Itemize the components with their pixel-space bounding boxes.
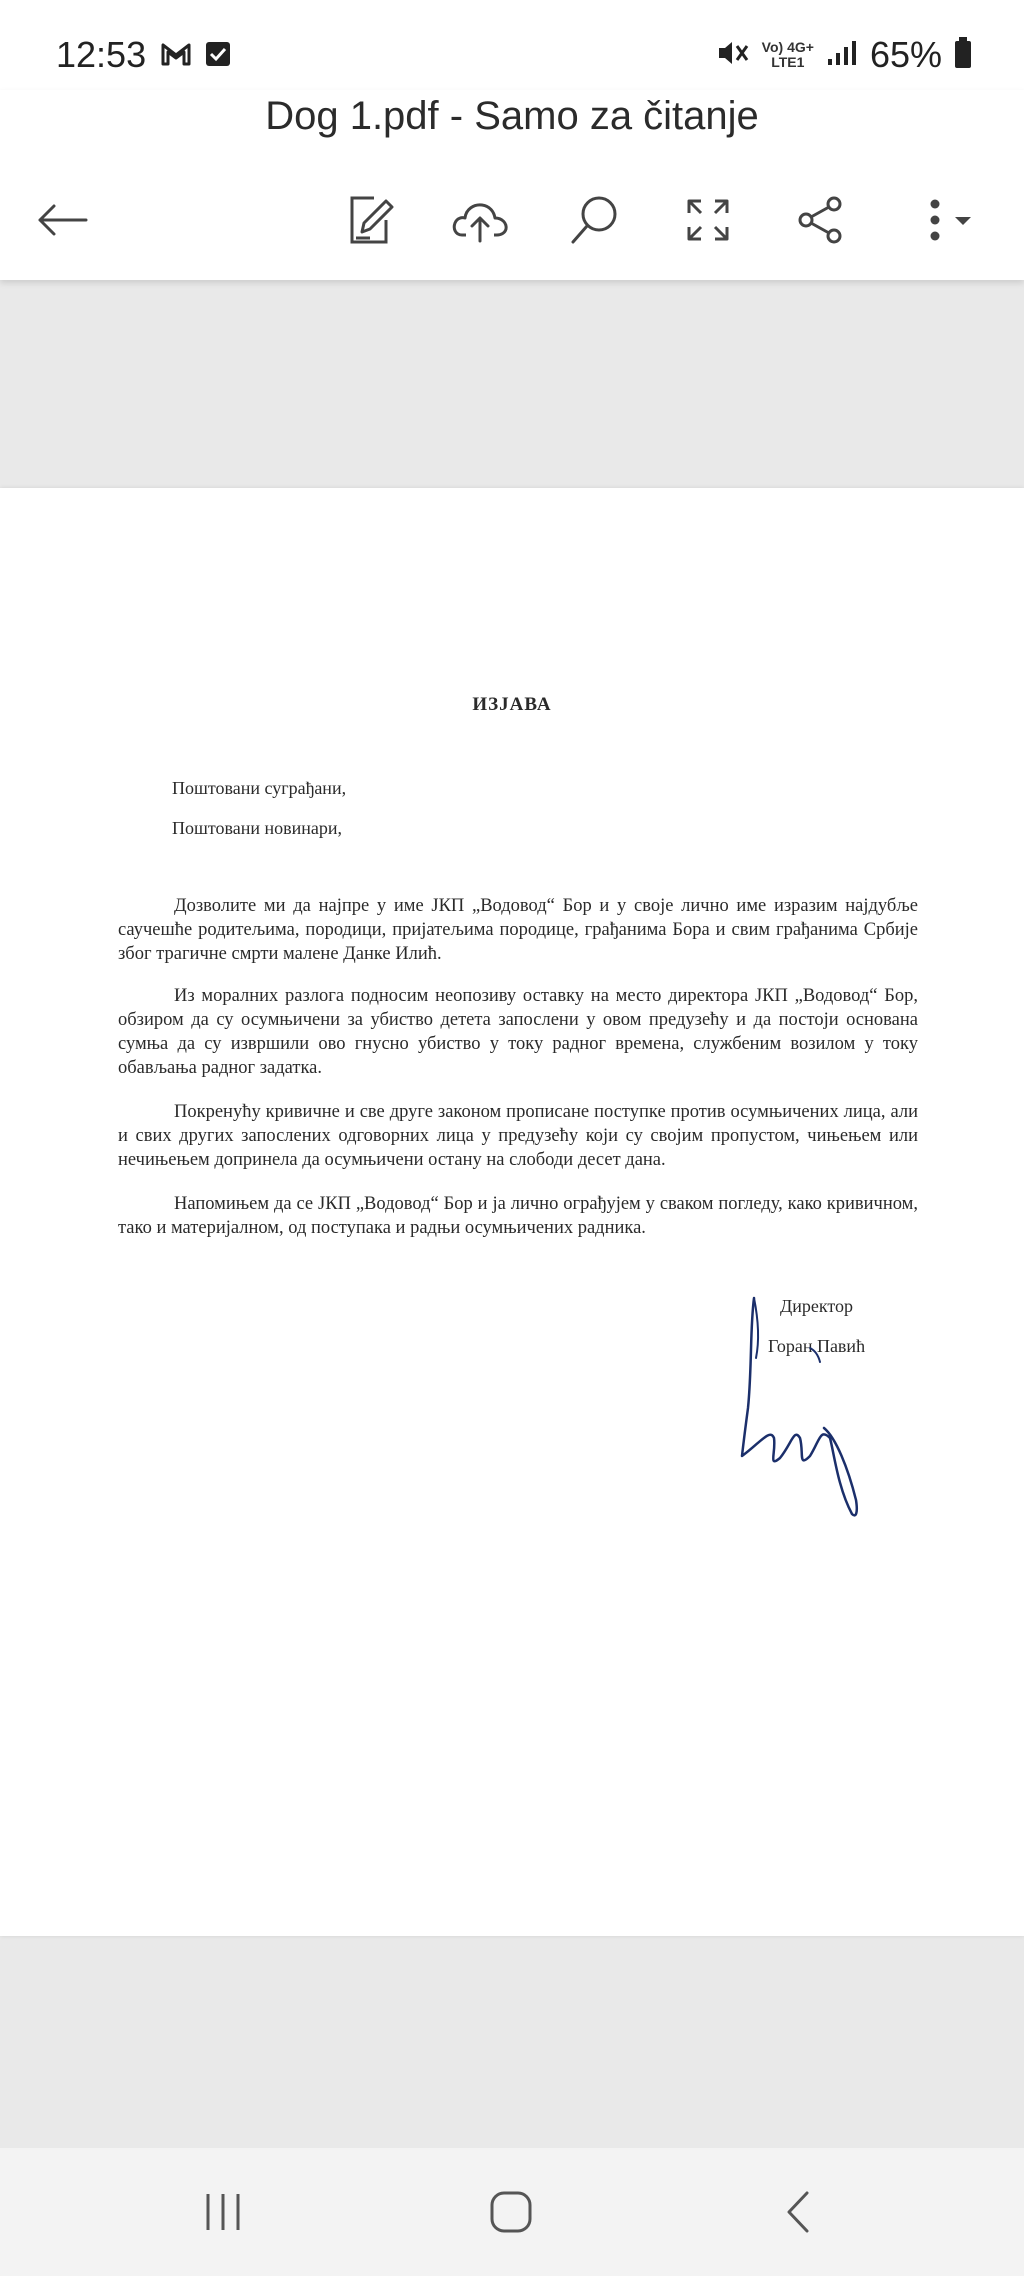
recent-apps-icon [198,2190,248,2234]
paragraph-condolences: Дозволите ми да најпре у име ЈКП „Водовод“ Бор и у своје лично име изразим најдубље саучешће родитељима, породици, пријатељима породице, грађанима Бора и свим грађанима Србије због трагичне смрти малене Данке Илић. [118,896,918,964]
more-options-button[interactable] [900,180,1000,260]
document-title: Dog 1.pdf - Samo za čitanje [265,94,759,138]
nav-back-button[interactable] [754,2172,844,2252]
home-icon [486,2187,536,2237]
salutation-citizens: Поштовани суграђани, [172,778,347,798]
status-time: 12:53 [56,34,147,75]
battery-icon [954,37,972,74]
network-indicator: Vo) 4G+ LTE1 [761,39,814,70]
upload-cloud-button[interactable] [440,180,520,260]
battery-percentage: 65% [869,34,942,75]
signature-name: Горан Павић [768,1336,866,1356]
edit-button[interactable] [330,180,410,260]
handwritten-signature [740,1288,890,1518]
signature-role: Директор [780,1296,854,1316]
document-page[interactable] [0,488,1024,1936]
mute-icon [716,38,750,73]
gmail-icon [160,41,192,72]
cloud-upload-icon [450,195,510,245]
system-nav-bar [0,2148,1024,2276]
search-icon [567,192,623,248]
fullscreen-button[interactable] [668,180,748,260]
status-bar [0,0,1024,100]
recent-apps-button[interactable] [178,2172,268,2252]
home-button[interactable] [466,2172,556,2252]
back-arrow-icon [34,200,90,240]
paragraph-resignation: Из моралних разлога подносим неопозиву оставку на место директора ЈКП „Водовод“ Бор, обзиром да су осумњичени за убиство детета запослени у овом предузећу и да постоји основана сумња да су извршили ово гнусно убиство у току радног времена, службеним возилом у току обављања радног задатка. [118,986,918,1078]
share-icon [794,194,846,246]
back-button[interactable] [22,180,102,260]
document-heading: ИЗЈАВА [472,694,552,715]
more-options-icon [915,195,985,245]
salutation-journalists: Поштовани новинари, [172,818,343,838]
check-notification-icon [204,40,232,73]
app-header [0,90,1024,280]
paragraph-disclaimer: Напомињем да се ЈКП „Водовод“ Бор и ја лично ограђујем у сваком погледу, како кривичном, тако и материјалном, од поступака и радњи осумњичених радника. [118,1194,918,1238]
search-button[interactable] [555,180,635,260]
fullscreen-icon [683,195,733,245]
back-icon [777,2187,821,2237]
edit-icon [342,192,398,248]
share-button[interactable] [780,180,860,260]
paragraph-proceedings: Покренућу кривичне и све друге законом прописане поступке против осумњичених лица, али и свих других запослених одговорних лица у предузећу који су својим пропустом, чињењем или нечињењем допринела да осумњичени остану на слободи десет дана. [118,1102,918,1170]
toolbar [0,180,1024,270]
signal-icon [826,39,858,72]
